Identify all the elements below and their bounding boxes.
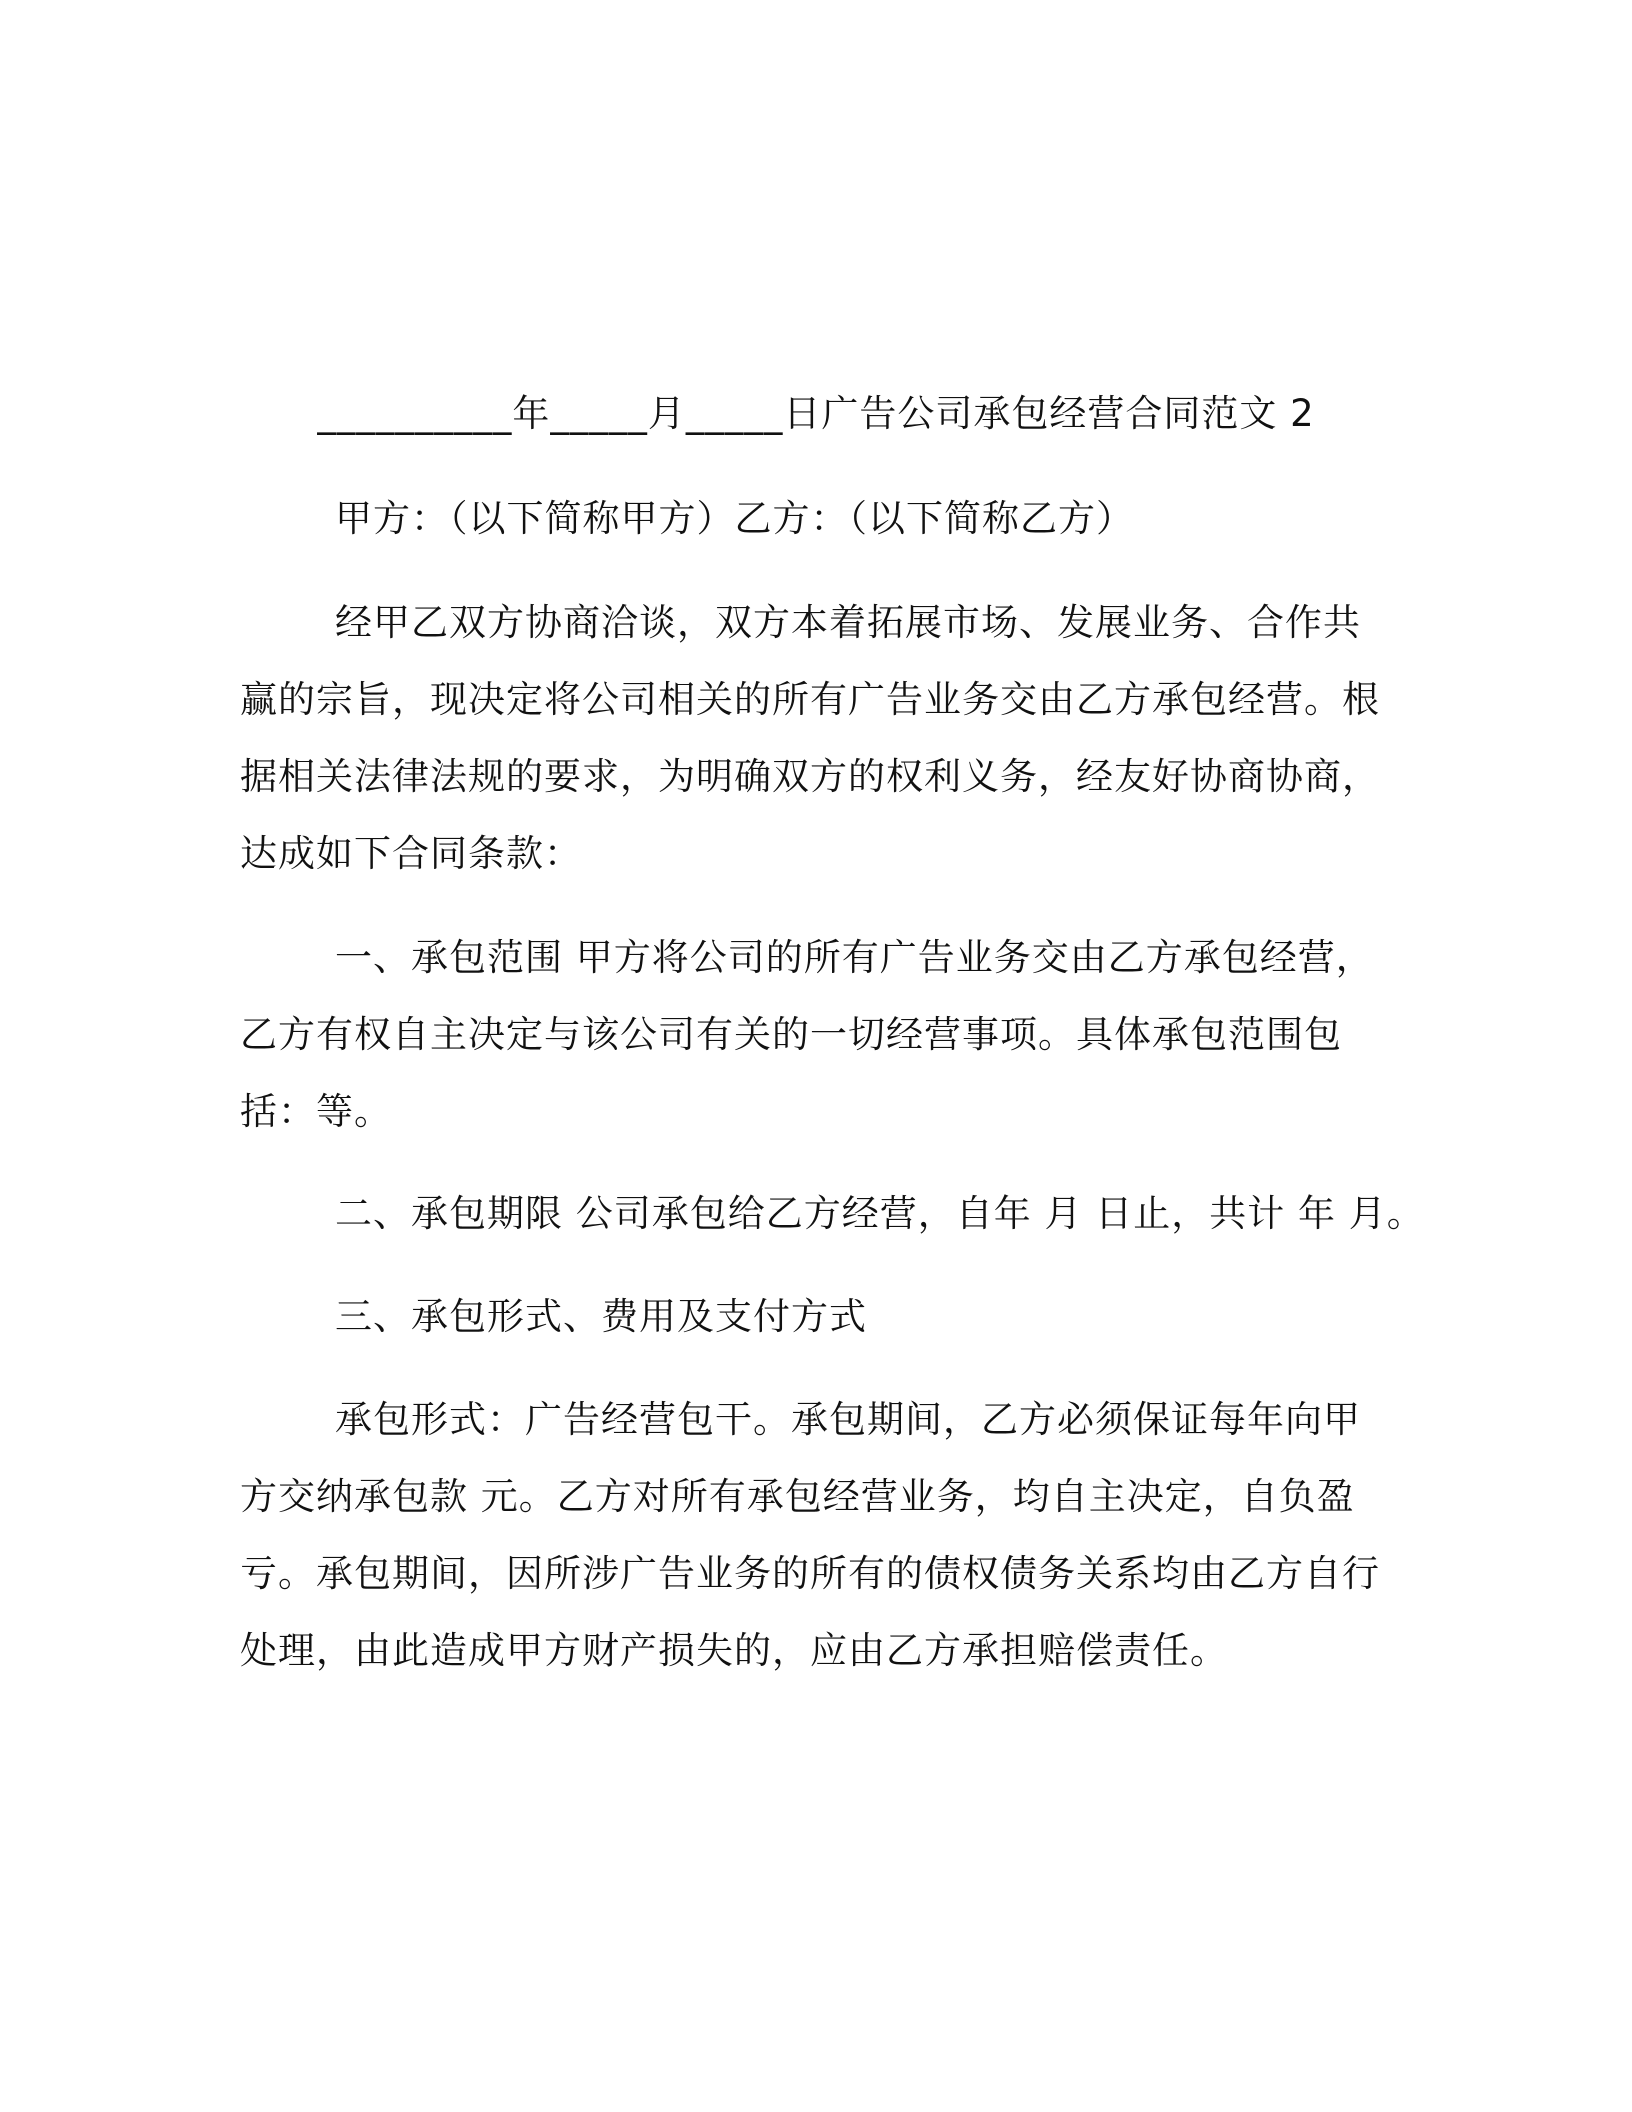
intro-paragraph: 经甲乙双方协商洽谈，双方本着拓展市场、发展业务、合作共赢的宗旨，现决定将公司相关的所有广告业务交由乙方承包经营。根据相关法律法规的要求，为明确双方的权利义务，经友好协商协商，达成如下合同条款： — [240, 601, 1380, 875]
document-title: __________年_____月_____日广告公司承包经营合同范文 2 — [317, 392, 1315, 435]
clause-3-heading: 三、承包形式、费用及支付方式 — [335, 1295, 867, 1338]
clause-1-scope: 一、承包范围 甲方将公司的所有广告业务交由乙方承包经营，乙方有权自主决定与该公司有关的一切经营事项。具体承包范围包括：等。 — [240, 936, 1374, 1133]
clause-2-term: 二、承包期限 公司承包给乙方经营，自年 月 日止，共计 年 月。 — [335, 1192, 1425, 1235]
clause-3-body: 承包形式：广告经营包干。承包期间，乙方必须保证每年向甲方交纳承包款 元。乙方对所有承包经营业务，均自主决定，自负盈亏。承包期间，因所涉广告业务的所有的债权债务关系均由乙方自行处理，由此造成甲方财产损失的，应由乙方承担赔偿责任。 — [240, 1398, 1380, 1672]
parties-paragraph: 甲方：（以下简称甲方）乙方：（以下简称乙方） — [335, 497, 1134, 540]
